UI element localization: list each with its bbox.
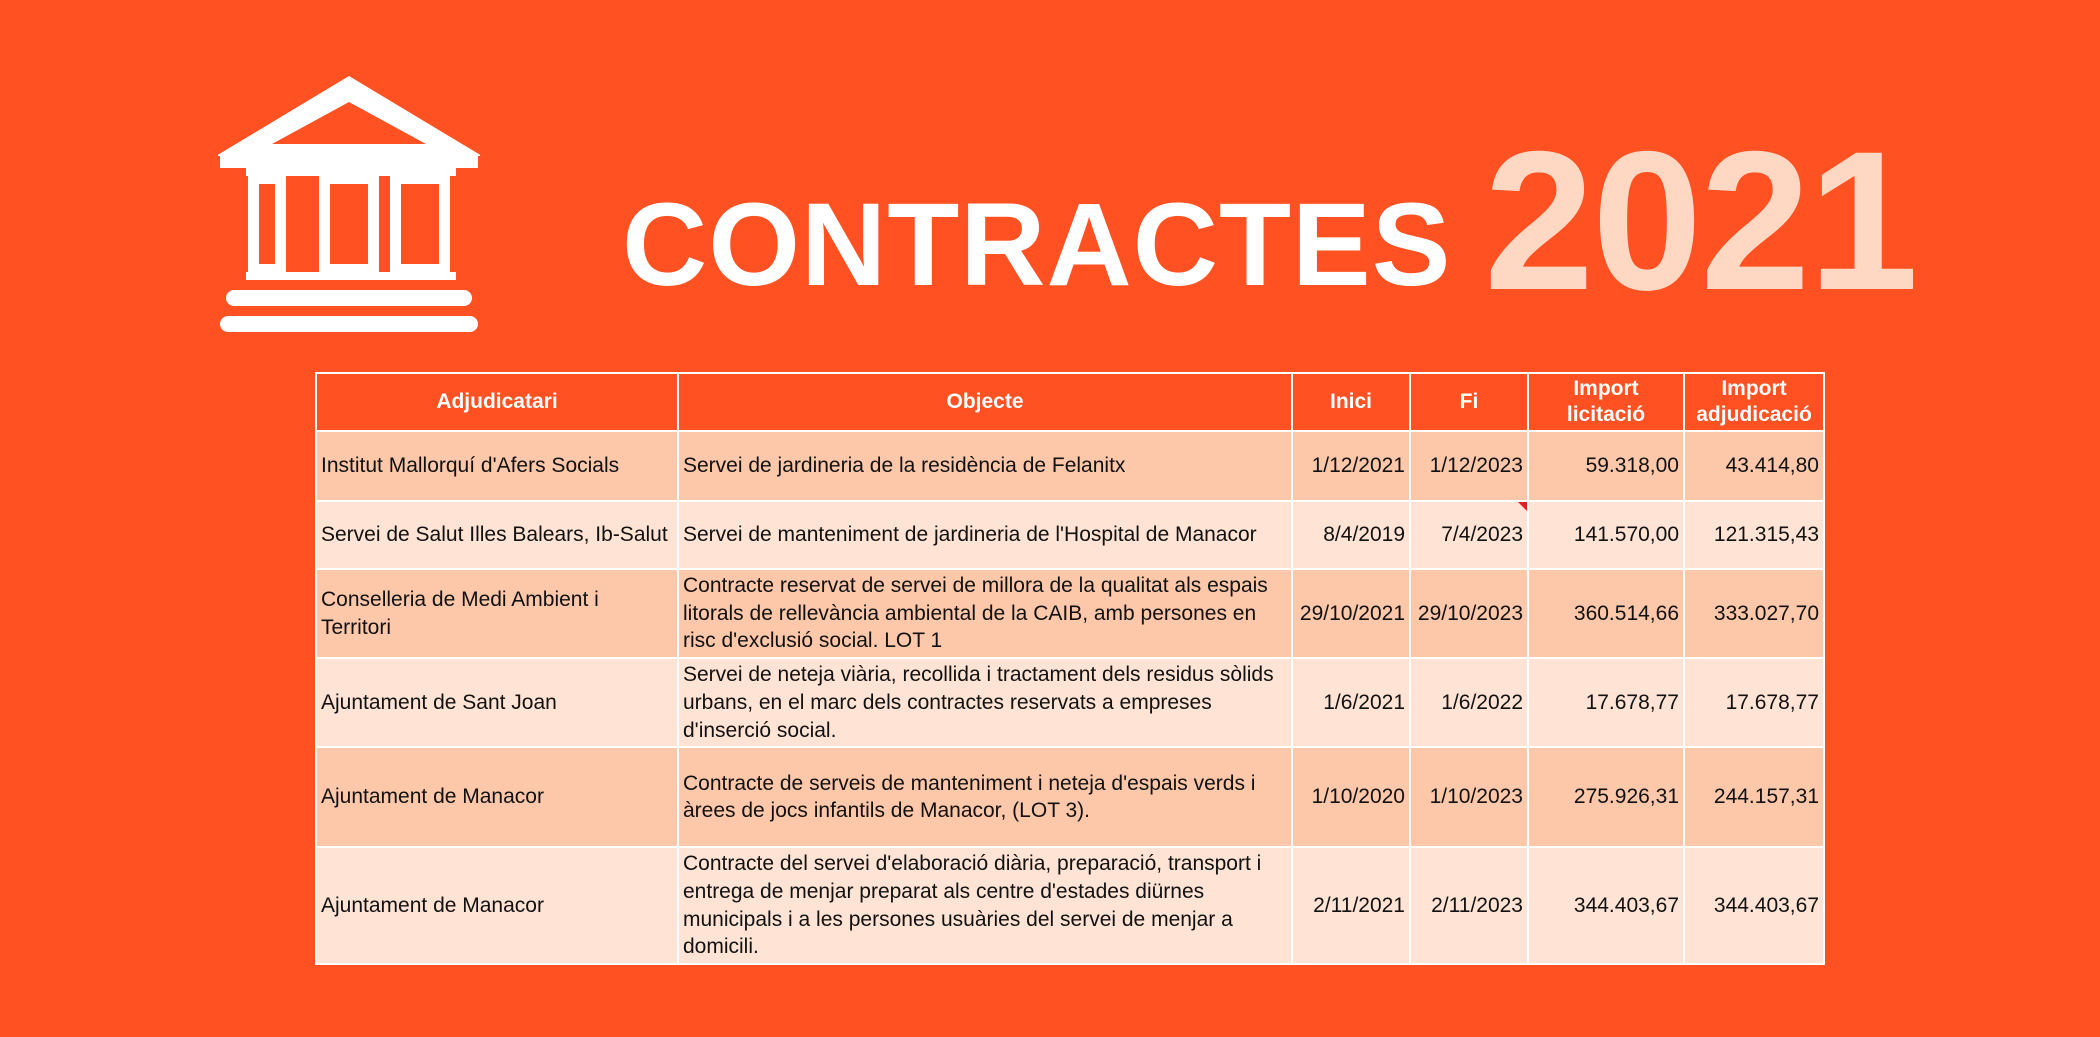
cell-fi: 1/6/2022 bbox=[1410, 658, 1528, 747]
cell-fi: 2/11/2023 bbox=[1410, 847, 1528, 964]
cell-fi-value: 7/4/2023 bbox=[1441, 523, 1523, 547]
cell-adjudicatari: Institut Mallorquí d'Afers Socials bbox=[316, 431, 678, 501]
cell-inici: 1/10/2020 bbox=[1292, 747, 1410, 847]
cell-objecte: Servei de neteja viària, recollida i tractament dels residus sòlids urbans, en el marc dels contractes reservats a empreses d'inserció social. bbox=[678, 658, 1292, 747]
cell-adjudicatari: Ajuntament de Manacor bbox=[316, 747, 678, 847]
table-row bbox=[316, 431, 1824, 501]
cell-inici: 2/11/2021 bbox=[1292, 847, 1410, 964]
cell-adjudicatari: Ajuntament de Manacor bbox=[316, 847, 678, 964]
cell-import-adjudicacio: 344.403,67 bbox=[1684, 847, 1824, 964]
table-row bbox=[316, 569, 1824, 658]
cell-import-adjudicacio: 43.414,80 bbox=[1684, 431, 1824, 501]
cell-import-licitacio: 17.678,77 bbox=[1528, 658, 1684, 747]
cell-import-licitacio: 59.318,00 bbox=[1528, 431, 1684, 501]
cell-import-licitacio: 141.570,00 bbox=[1528, 501, 1684, 569]
cell-fi: 1/10/2023 bbox=[1410, 747, 1528, 847]
cell-import-licitacio: 360.514,66 bbox=[1528, 569, 1684, 658]
bank-building-icon bbox=[218, 72, 480, 334]
table-header-row bbox=[316, 373, 1824, 431]
table-row bbox=[316, 847, 1824, 964]
title-year: 2021 bbox=[1484, 110, 1917, 331]
col-header-fi: Fi bbox=[1410, 373, 1528, 431]
cell-inici: 8/4/2019 bbox=[1292, 501, 1410, 569]
cell-fi: 29/10/2023 bbox=[1410, 569, 1528, 658]
col-header-import-adjudicacio: Import adjudicació bbox=[1684, 373, 1824, 431]
col-header-adjudicatari: Adjudicatari bbox=[316, 373, 678, 431]
cell-inici: 1/12/2021 bbox=[1292, 431, 1410, 501]
cell-objecte: Contracte de serveis de manteniment i neteja d'espais verds i àrees de jocs infantils de Manacor, (LOT 3). bbox=[678, 747, 1292, 847]
contracts-table-wrapper bbox=[315, 372, 1823, 965]
cell-inici: 29/10/2021 bbox=[1292, 569, 1410, 658]
contracts-table bbox=[315, 372, 1825, 965]
table-row bbox=[316, 501, 1824, 569]
title-word: CONTRACTES bbox=[622, 179, 1452, 311]
cell-inici: 1/6/2021 bbox=[1292, 658, 1410, 747]
table-row bbox=[316, 658, 1824, 747]
cell-fi bbox=[1410, 501, 1528, 569]
cell-fi: 1/12/2023 bbox=[1410, 431, 1528, 501]
col-header-inici: Inici bbox=[1292, 373, 1410, 431]
cell-import-licitacio: 275.926,31 bbox=[1528, 747, 1684, 847]
cell-import-licitacio: 344.403,67 bbox=[1528, 847, 1684, 964]
cell-import-adjudicacio: 333.027,70 bbox=[1684, 569, 1824, 658]
cell-import-adjudicacio: 17.678,77 bbox=[1684, 658, 1824, 747]
cell-import-adjudicacio: 121.315,43 bbox=[1684, 501, 1824, 569]
col-header-objecte: Objecte bbox=[678, 373, 1292, 431]
cell-objecte: Servei de manteniment de jardineria de l'Hospital de Manacor bbox=[678, 501, 1292, 569]
cell-objecte: Servei de jardineria de la residència de Felanitx bbox=[678, 431, 1292, 501]
table-row bbox=[316, 747, 1824, 847]
cell-adjudicatari: Ajuntament de Sant Joan bbox=[316, 658, 678, 747]
comment-marker-icon bbox=[1518, 502, 1527, 511]
cell-import-adjudicacio: 244.157,31 bbox=[1684, 747, 1824, 847]
cell-objecte: Contracte del servei d'elaboració diària, preparació, transport i entrega de menjar preparat als centre d'estades diürnes municipals i a les persones usuàries del servei de menjar a domicili. bbox=[678, 847, 1292, 964]
col-header-import-licitacio: Import licitació bbox=[1528, 373, 1684, 431]
cell-objecte: Contracte reservat de servei de millora de la qualitat als espais litorals de rellevància ambiental de la CAIB, amb persones en risc d'exclusió social. LOT 1 bbox=[678, 569, 1292, 658]
cell-adjudicatari: Servei de Salut Illes Balears, Ib-Salut bbox=[316, 501, 678, 569]
cell-adjudicatari: Conselleria de Medi Ambient i Territori bbox=[316, 569, 678, 658]
